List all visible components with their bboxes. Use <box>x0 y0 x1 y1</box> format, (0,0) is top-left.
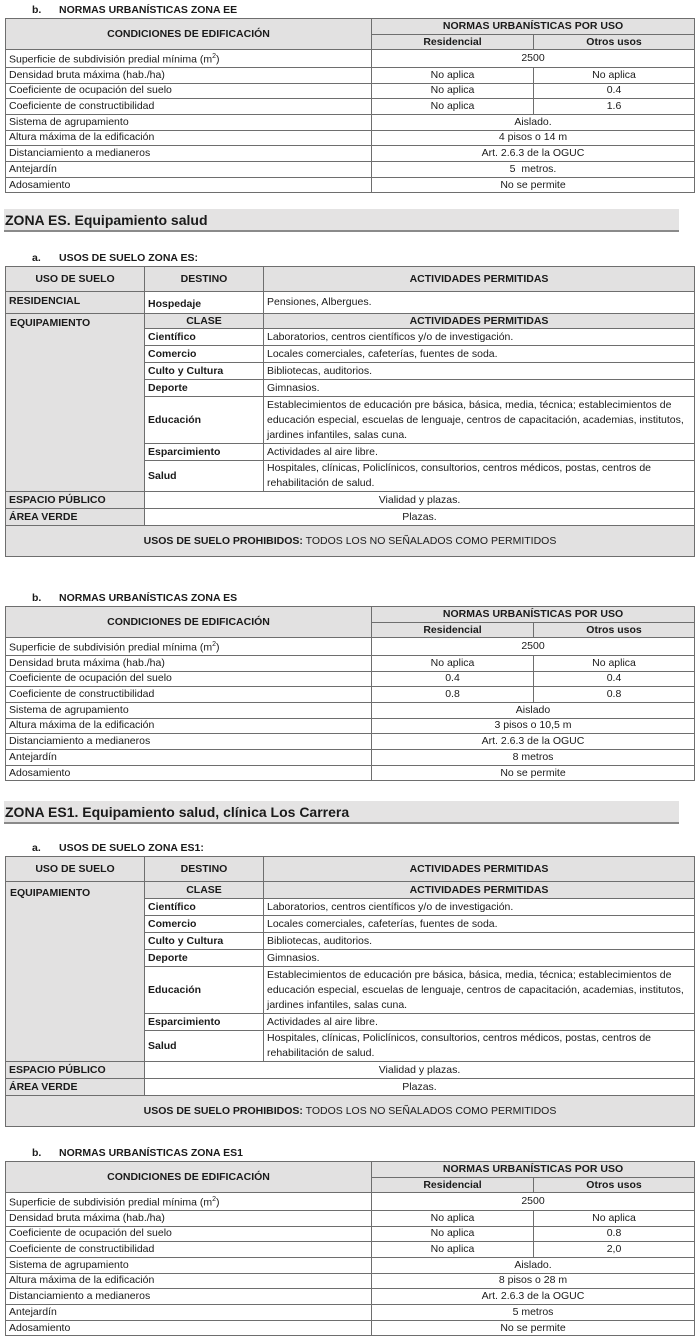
prohibited-uses <box>6 1096 695 1127</box>
destino: Hospedaje <box>145 292 264 314</box>
table-row <box>6 1305 695 1321</box>
table-row <box>6 1062 695 1079</box>
table-row <box>6 314 695 329</box>
actividades: Actividades al aire libre. <box>264 444 695 461</box>
row-value-residential: No aplica <box>372 99 534 115</box>
prohibited-label: USOS DE SUELO PROHIBIDOS: <box>143 534 303 547</box>
actividades: Gimnasios. <box>264 950 695 967</box>
header-actividades: ACTIVIDADES PERMITIDAS <box>264 314 695 329</box>
header-actividades: ACTIVIDADES PERMITIDAS <box>264 857 695 882</box>
title-letter: a. <box>32 252 41 264</box>
uso-espacio-publico: ESPACIO PÚBLICO <box>6 492 145 509</box>
row-label: Coeficiente de ocupación del suelo <box>6 1226 372 1242</box>
row-value: Art. 2.6.3 de la OGUC <box>372 734 695 750</box>
row-value: 5 metros <box>372 1305 695 1321</box>
header-other-uses: Otros usos <box>534 622 695 638</box>
row-label: Adosamiento <box>6 1320 372 1336</box>
row-label: Densidad bruta máxima (hab./ha) <box>6 67 372 83</box>
table-row <box>6 50 695 68</box>
clase: Esparcimiento <box>145 444 264 461</box>
table-row <box>6 702 695 718</box>
row-label: Distanciamiento a medianeros <box>6 146 372 162</box>
title-text: NORMAS URBANÍSTICAS ZONA EE <box>59 4 238 16</box>
row-value: Aislado <box>372 702 695 718</box>
actividades: Establecimientos de educación pre básica, básica, media, técnica; establecimientos de educación especial, escuelas de lenguaje, centros de capacitación, academias, institutos, jardines infantiles, salas cuna. <box>264 967 695 1014</box>
table-row <box>6 750 695 766</box>
row-label: Sistema de agrupamiento <box>6 702 372 718</box>
row-value-other: 2,0 <box>534 1242 695 1258</box>
area-verde-value: Plazas. <box>145 509 695 526</box>
row-label: Coeficiente de ocupación del suelo <box>6 83 372 99</box>
prohibited-uses <box>6 526 695 557</box>
table-row <box>6 882 695 899</box>
row-label: Altura máxima de la edificación <box>6 130 372 146</box>
row-label: Adosamiento <box>6 177 372 193</box>
row-value-other: 0.8 <box>534 1226 695 1242</box>
row-value-residential: No aplica <box>372 1210 534 1226</box>
row-value: No se permite <box>372 177 695 193</box>
actividades: Bibliotecas, auditorios. <box>264 933 695 950</box>
table-row <box>6 83 695 99</box>
table-row <box>6 114 695 130</box>
table-row <box>6 1257 695 1273</box>
table-row <box>6 718 695 734</box>
actividades: Bibliotecas, auditorios. <box>264 363 695 380</box>
header-clase: CLASE <box>145 314 264 329</box>
espacio-publico-value: Vialidad y plazas. <box>145 492 695 509</box>
clase: Educación <box>145 397 264 444</box>
clase: Científico <box>145 899 264 916</box>
row-value: Art. 2.6.3 de la OGUC <box>372 146 695 162</box>
row-label: Antejardín <box>6 1305 372 1321</box>
table-row <box>6 638 695 656</box>
row-label: Coeficiente de constructibilidad <box>6 1242 372 1258</box>
header-destino: DESTINO <box>145 857 264 882</box>
title-letter: b. <box>32 1147 42 1159</box>
row-label: Altura máxima de la edificación <box>6 718 372 734</box>
table-row <box>6 1242 695 1258</box>
row-value-other: 0.4 <box>534 671 695 687</box>
actividades: Locales comerciales, cafeterías, fuentes de soda. <box>264 346 695 363</box>
uso-area-verde: ÁREA VERDE <box>6 1079 145 1096</box>
usos-table-es <box>5 266 695 557</box>
header-clase: CLASE <box>145 882 264 899</box>
uso-espacio-publico: ESPACIO PÚBLICO <box>6 1062 145 1079</box>
zone-es1-heading: ZONA ES1. Equipamiento salud, clínica Los Carrera <box>4 801 679 824</box>
table-row <box>6 162 695 178</box>
usos-es1-title <box>32 842 204 854</box>
row-label: Superficie de subdivisión predial mínima $(m^2)$ <box>6 1193 372 1211</box>
table-row <box>6 1226 695 1242</box>
actividades: Laboratorios, centros científicos y/o de investigación. <box>264 329 695 346</box>
row-label: Coeficiente de ocupación del suelo <box>6 671 372 687</box>
row-label: Coeficiente de constructibilidad <box>6 687 372 703</box>
table-row <box>6 1273 695 1289</box>
norms-table-es <box>5 606 695 781</box>
header-uso: USO DE SUELO <box>6 267 145 292</box>
header-destino: DESTINO <box>145 267 264 292</box>
norms-table-es1 <box>5 1161 695 1336</box>
header-residential: Residencial <box>372 1177 534 1193</box>
table-row <box>6 292 695 314</box>
row-value-residential: No aplica <box>372 1226 534 1242</box>
clase: Salud <box>145 461 264 492</box>
table-row <box>6 509 695 526</box>
table-row <box>6 146 695 162</box>
actividades: Gimnasios. <box>264 380 695 397</box>
table-row <box>6 67 695 83</box>
header-conditions: CONDICIONES DE EDIFICACIÓN <box>6 1162 372 1193</box>
table-row <box>6 1193 695 1211</box>
table-row <box>6 1096 695 1127</box>
title-text: USOS DE SUELO ZONA ES: <box>59 252 199 264</box>
area-verde-value: Plazas. <box>145 1079 695 1096</box>
title-text: NORMAS URBANÍSTICAS ZONA ES1 <box>59 1147 243 1159</box>
table-row <box>6 99 695 115</box>
header-conditions: CONDICIONES DE EDIFICACIÓN <box>6 19 372 50</box>
row-value: Art. 2.6.3 de la OGUC <box>372 1289 695 1305</box>
clase: Científico <box>145 329 264 346</box>
row-label: Superficie de subdivisión predial mínima $(m^2)$ <box>6 638 372 656</box>
clase: Educación <box>145 967 264 1014</box>
header-residential: Residencial <box>372 34 534 50</box>
table-row <box>6 734 695 750</box>
header-other-uses: Otros usos <box>534 1177 695 1193</box>
header-uso: USO DE SUELO <box>6 857 145 882</box>
header-conditions: CONDICIONES DE EDIFICACIÓN <box>6 607 372 638</box>
row-value-other: No aplica <box>534 655 695 671</box>
row-label: Densidad bruta máxima (hab./ha) <box>6 1210 372 1226</box>
uso-equipamiento: EQUIPAMIENTO <box>6 882 145 1062</box>
prohibited-value: TODOS LOS NO SEÑALADOS COMO PERMITIDOS <box>302 1104 557 1117</box>
usos-es-title <box>32 252 198 264</box>
actividades: Locales comerciales, cafeterías, fuentes de soda. <box>264 916 695 933</box>
actividades: Establecimientos de educación pre básica, básica, media, técnica; establecimientos de educación especial, escuelas de lenguaje, centros de capacitación, academias, institutos, jardines infantiles, salas cuna. <box>264 397 695 444</box>
row-label: Altura máxima de la edificación <box>6 1273 372 1289</box>
espacio-publico-value: Vialidad y plazas. <box>145 1062 695 1079</box>
header-norms-by-use: NORMAS URBANÍSTICAS POR USO <box>372 19 695 35</box>
uso-residencial: RESIDENCIAL <box>6 292 145 314</box>
row-value: Aislado. <box>372 1257 695 1273</box>
clase: Deporte <box>145 950 264 967</box>
table-row <box>6 671 695 687</box>
title-letter: a. <box>32 842 41 854</box>
actividades: Laboratorios, centros científicos y/o de investigación. <box>264 899 695 916</box>
clase: Culto y Cultura <box>145 933 264 950</box>
uso-equipamiento: EQUIPAMIENTO <box>6 314 145 492</box>
uso-area-verde: ÁREA VERDE <box>6 509 145 526</box>
row-value-other: No aplica <box>534 67 695 83</box>
prohibited-value: TODOS LOS NO SEÑALADOS COMO PERMITIDOS <box>302 534 557 547</box>
row-label: Superficie de subdivisión predial mínima $(m^2)$ <box>6 50 372 68</box>
norms-table-ee <box>5 18 695 193</box>
row-value: 2500 <box>372 50 695 68</box>
header-actividades: ACTIVIDADES PERMITIDAS <box>264 267 695 292</box>
table-row <box>6 765 695 781</box>
title-letter: b. <box>32 4 42 16</box>
title-text: NORMAS URBANÍSTICAS ZONA ES <box>59 592 238 604</box>
header-norms-by-use: NORMAS URBANÍSTICAS POR USO <box>372 1162 695 1178</box>
header-norms-by-use: NORMAS URBANÍSTICAS POR USO <box>372 607 695 623</box>
row-value-other: No aplica <box>534 1210 695 1226</box>
row-value: No se permite <box>372 765 695 781</box>
row-value: 4 pisos o 14 m <box>372 130 695 146</box>
header-other-uses: Otros usos <box>534 34 695 50</box>
row-value: 3 pisos o 10,5 m <box>372 718 695 734</box>
row-label: Sistema de agrupamiento <box>6 1257 372 1273</box>
actividades: Actividades al aire libre. <box>264 1014 695 1031</box>
table-row <box>6 130 695 146</box>
header-actividades: ACTIVIDADES PERMITIDAS <box>264 882 695 899</box>
row-value-residential: No aplica <box>372 1242 534 1258</box>
row-label: Adosamiento <box>6 765 372 781</box>
clase: Esparcimiento <box>145 1014 264 1031</box>
row-value: 2500 <box>372 1193 695 1211</box>
row-label: Densidad bruta máxima (hab./ha) <box>6 655 372 671</box>
row-value-residential: No aplica <box>372 67 534 83</box>
row-label: Distanciamiento a medianeros <box>6 1289 372 1305</box>
table-row <box>6 526 695 557</box>
row-value: 5 metros. <box>372 162 695 178</box>
row-value: 8 metros <box>372 750 695 766</box>
row-value: 2500 <box>372 638 695 656</box>
table-row <box>6 177 695 193</box>
clase: Comercio <box>145 916 264 933</box>
row-value-residential: 0.4 <box>372 671 534 687</box>
row-value-residential: 0.8 <box>372 687 534 703</box>
table-row <box>6 655 695 671</box>
clase: Deporte <box>145 380 264 397</box>
table-row <box>6 1320 695 1336</box>
row-label: Antejardín <box>6 750 372 766</box>
actividades: Pensiones, Albergues. <box>264 292 695 314</box>
actividades: Hospitales, clínicas, Policlínicos, consultorios, centros médicos, postas, centros de rehabilitación de salud. <box>264 1031 695 1062</box>
table-row <box>6 1210 695 1226</box>
title-text: USOS DE SUELO ZONA ES1: <box>59 842 204 854</box>
usos-table-es1 <box>5 856 695 1127</box>
table-row <box>6 687 695 703</box>
row-value: No se permite <box>372 1320 695 1336</box>
actividades: Hospitales, clínicas, Policlínicos, consultorios, centros médicos, postas, centros de rehabilitación de salud. <box>264 461 695 492</box>
clase: Culto y Cultura <box>145 363 264 380</box>
clase: Comercio <box>145 346 264 363</box>
norms-es1-title <box>32 1147 243 1159</box>
row-value: Aislado. <box>372 114 695 130</box>
table-row <box>6 492 695 509</box>
title-letter: b. <box>32 592 42 604</box>
row-value-other: 1.6 <box>534 99 695 115</box>
clase: Salud <box>145 1031 264 1062</box>
row-value-residential: No aplica <box>372 655 534 671</box>
row-label: Sistema de agrupamiento <box>6 114 372 130</box>
norms-ee-title <box>32 4 237 16</box>
norms-es-title <box>32 592 237 604</box>
prohibited-label: USOS DE SUELO PROHIBIDOS: <box>143 1104 303 1117</box>
zone-es-heading: ZONA ES. Equipamiento salud <box>4 209 679 232</box>
table-row <box>6 1079 695 1096</box>
row-value-other: 0.4 <box>534 83 695 99</box>
row-label: Coeficiente de constructibilidad <box>6 99 372 115</box>
table-row <box>6 1289 695 1305</box>
header-residential: Residencial <box>372 622 534 638</box>
row-value-residential: No aplica <box>372 83 534 99</box>
row-value-other: 0.8 <box>534 687 695 703</box>
row-label: Antejardín <box>6 162 372 178</box>
row-label: Distanciamiento a medianeros <box>6 734 372 750</box>
row-value: 8 pisos o 28 m <box>372 1273 695 1289</box>
